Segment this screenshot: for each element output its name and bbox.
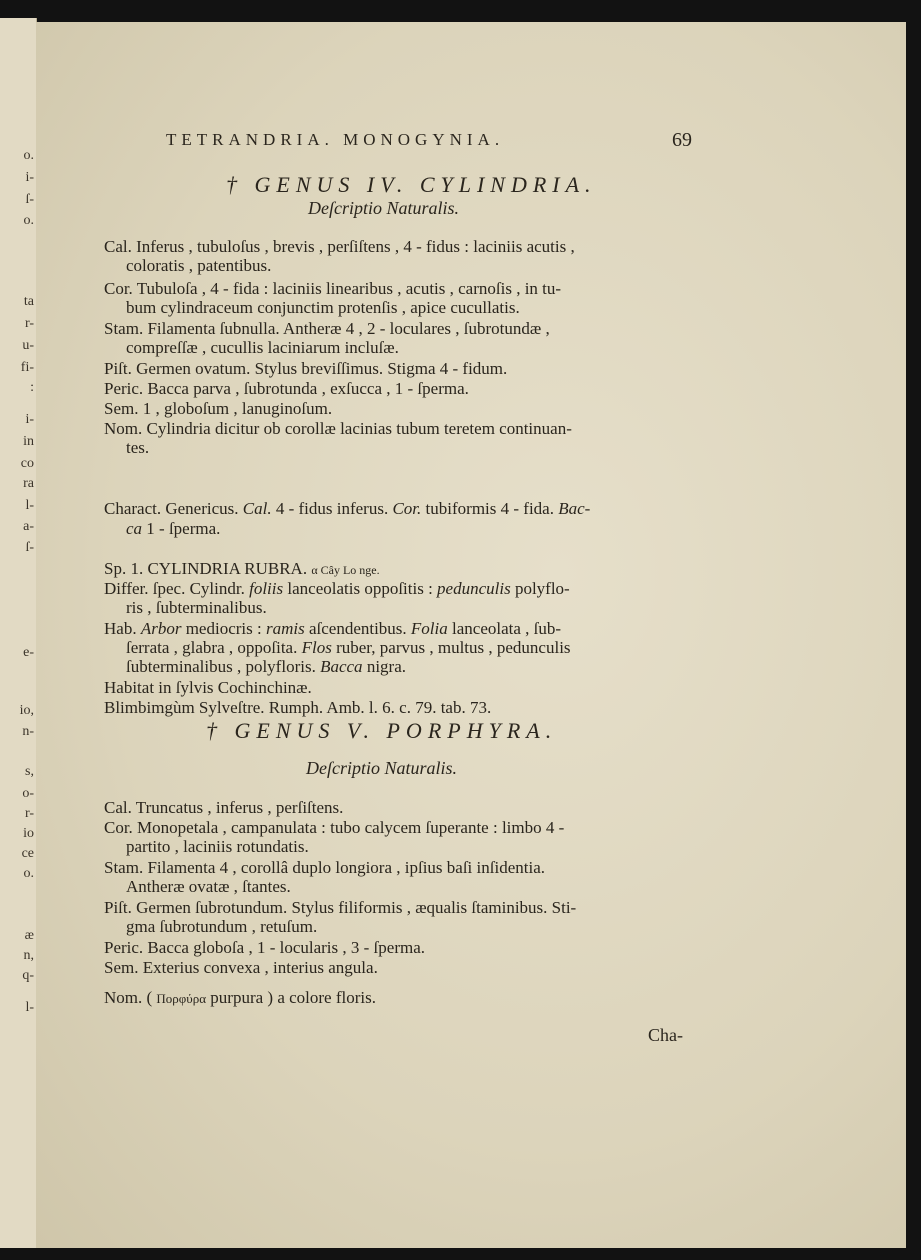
description-line: Peric. Bacca globoſa , 1 - locularis , 3 - ſperma. (104, 938, 425, 957)
margin-fragment: in (23, 434, 34, 449)
description-line: bum cylindraceum conjunctim protenſis , apice cucullatis. (126, 298, 520, 317)
description-line: Stam. Filamenta 4 , corollâ duplo longiora , ipſius baſi inſidentia. (104, 858, 545, 877)
species-reference: Blimbimgùm Sylveſtre. Rumph. Amb. l. 6. c. 79. tab. 73. (104, 698, 492, 717)
species-differ: Differ. ſpec. Cylindr. foliis lanceolatis oppoſitis : pedunculis polyflo- (104, 579, 570, 598)
catchword: Cha- (648, 1025, 683, 1045)
margin-fragment: ta (23, 294, 34, 309)
book-page (36, 22, 906, 1248)
margin-fragment: io, (19, 703, 34, 718)
margin-fragment: o- (22, 786, 34, 801)
genus-iv-subtitle: Deſcriptio Naturalis. (308, 198, 460, 218)
description-line: Antheræ ovatæ , ſtantes. (126, 877, 291, 896)
margin-fragment: e- (23, 645, 34, 660)
margin-fragment: o. (23, 148, 34, 163)
margin-fragment: o. (23, 213, 34, 228)
description-line: Peric. Bacca parva , ſubrotunda , exſucca , 1 - ſperma. (104, 379, 469, 398)
genus-v-subtitle: Deſcriptio Naturalis. (306, 758, 458, 778)
running-head: TETRANDRIA. MONOGYNIA. (166, 130, 505, 149)
margin-fragment: fi- (20, 360, 34, 375)
margin-fragment: o. (23, 866, 34, 881)
page-number: 69 (672, 129, 692, 151)
description-line: Sem. Exterius convexa , interius angula. (104, 958, 378, 977)
species-habit-cont: ſubterminalibus , polyfloris. Bacca nigra. (126, 657, 406, 676)
generic-character-cont: ca 1 - ſperma. (126, 519, 221, 538)
margin-fragment: ſ- (25, 540, 34, 555)
description-line: Piſt. Germen ſubrotundum. Stylus filiformis , æqualis ſtaminibus. Sti- (104, 898, 577, 917)
adjacent-page-edge (0, 18, 37, 1248)
species-heading: Sp. 1. CYLINDRIA RUBRA. α Cây Lo nge. (104, 559, 380, 578)
nomenclature-line: Nom. ( Πορφύρα purpura ) a colore floris. (104, 988, 376, 1007)
species-habit: Hab. Arbor mediocris : ramis aſcendentibus. Folia lanceolata , ſub- (104, 619, 562, 638)
species-habitat: Habitat in ſylvis Cochinchinæ. (104, 678, 312, 697)
description-line: Sem. 1 , globoſum , lanuginoſum. (104, 399, 333, 418)
genus-iv-title: † GENUS IV. CYLINDRIA. (226, 172, 597, 197)
margin-fragment: ſ- (25, 192, 34, 207)
margin-fragment: q- (22, 968, 34, 983)
generic-character: Charact. Genericus. Cal. 4 - fidus inferus. Cor. tubiformis 4 - fida. Bac- (104, 499, 591, 518)
margin-fragment: n- (22, 724, 34, 739)
description-line: Cor. Tubuloſa , 4 - fida : laciniis linearibus , acutis , carnoſis , in tu- (104, 279, 562, 298)
species-differ-cont: ris , ſubterminalibus. (126, 598, 267, 617)
description-line: partito , laciniis rotundatis. (126, 837, 309, 856)
margin-fragment: l- (25, 1000, 34, 1015)
margin-fragment: i- (25, 412, 34, 427)
margin-fragment: r- (24, 316, 34, 331)
description-line: Cal. Inferus , tubuloſus , brevis , perſiſtens , 4 - fidus : laciniis acutis , (104, 237, 575, 256)
margin-fragment: n, (23, 948, 34, 963)
species-habit-cont: ſerrata , glabra , oppoſita. Flos ruber, parvus , multus , pedunculis (126, 638, 571, 657)
margin-fragment: s, (25, 764, 34, 779)
margin-fragment: : (30, 380, 34, 395)
description-line: coloratis , patentibus. (126, 256, 272, 275)
description-line: Cal. Truncatus , inferus , perſiſtens. (104, 798, 344, 817)
margin-fragment: r- (24, 806, 34, 821)
description-line: tes. (126, 438, 150, 457)
margin-fragment: co (20, 456, 34, 471)
margin-fragment: a- (23, 519, 34, 534)
margin-fragment: u- (22, 338, 34, 353)
genus-v-title: † GENUS V. PORPHYRA. (206, 718, 558, 743)
description-line: Stam. Filamenta ſubnulla. Antheræ 4 , 2 - loculares , ſubrotundæ , (104, 319, 550, 338)
margin-fragment: ce (21, 846, 34, 861)
margin-fragment: æ (24, 928, 34, 943)
description-line: Piſt. Germen ovatum. Stylus breviſſimus. Stigma 4 - fidum. (104, 359, 508, 378)
description-line: gma ſubrotundum , retuſum. (126, 917, 318, 936)
margin-fragment: l- (25, 498, 34, 513)
description-line: Cor. Monopetala , campanulata : tubo calycem ſuperante : limbo 4 - (104, 818, 565, 837)
margin-fragment: io (23, 826, 34, 841)
description-line: Nom. Cylindria dicitur ob corollæ lacinias tubum teretem continuan- (104, 419, 572, 438)
margin-fragment: i- (25, 170, 34, 185)
margin-fragment: ra (23, 476, 34, 491)
description-line: compreſſæ , cucullis laciniarum incluſæ. (126, 338, 399, 357)
